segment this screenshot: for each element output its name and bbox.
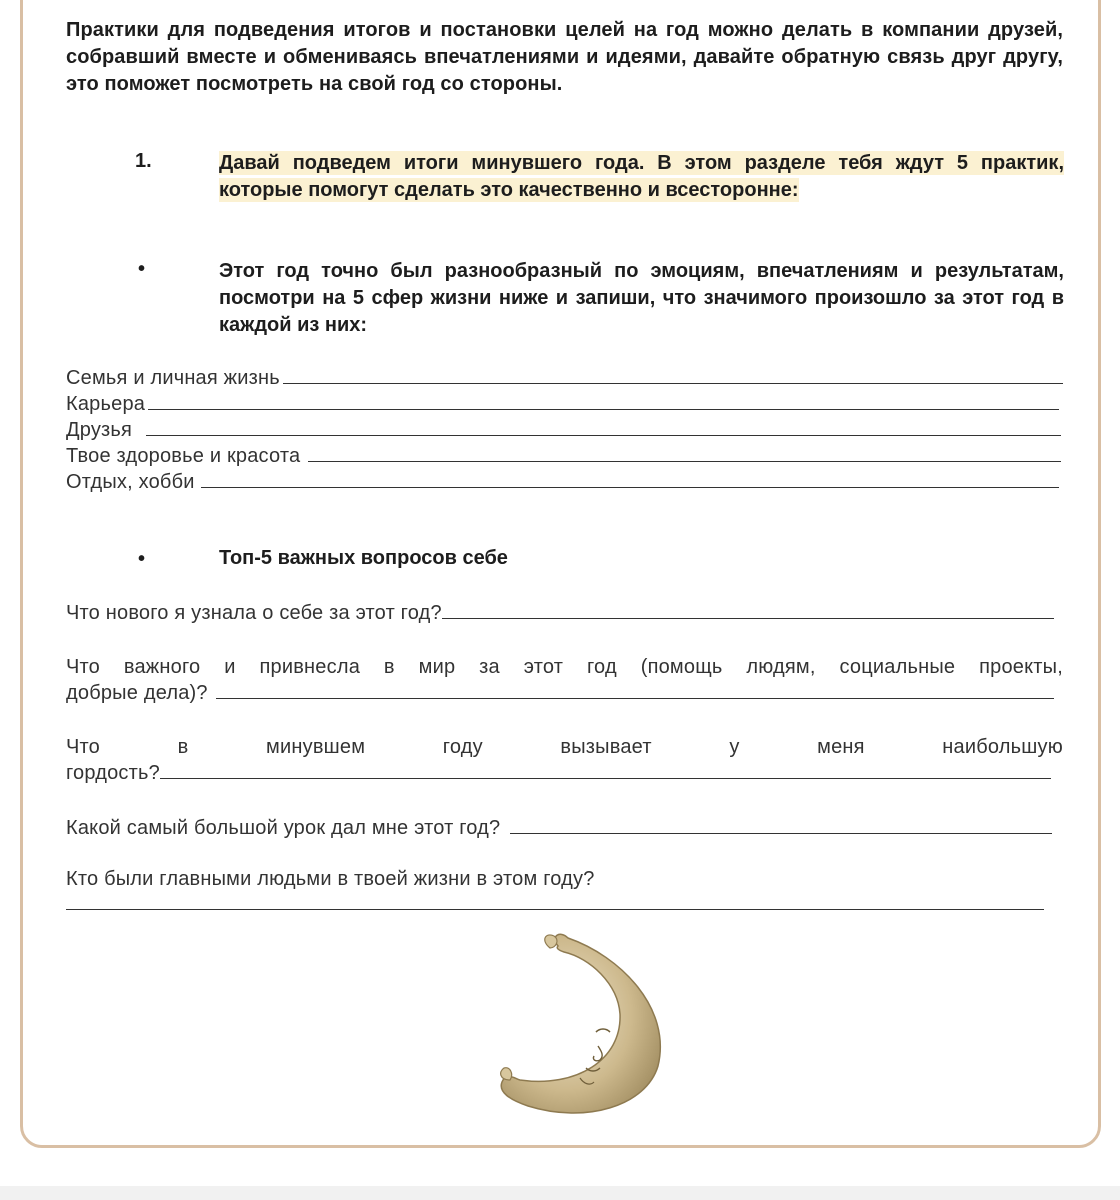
section-number: 1. xyxy=(135,150,152,172)
q3-word: в xyxy=(177,736,189,758)
section-heading-text: Давай подведем итоги минувшего года. В этом разделе тебя ждут 5 практик, которые помогут сделать это качественно и всесторонне: xyxy=(219,152,1064,201)
answer-line[interactable] xyxy=(146,417,1061,436)
question-2-line-1: Что важного и привнесла в мир за этот год (помощь людям, социальные проекты, xyxy=(66,656,1063,678)
questions-title: Топ-5 важных вопросов себе xyxy=(219,547,508,569)
question-2-line-2[interactable] xyxy=(66,680,1054,705)
q3-word: меня xyxy=(817,736,865,758)
q3-word: Что xyxy=(66,736,100,758)
answer-line[interactable] xyxy=(308,443,1061,462)
question-text: Что нового я узнала о себе за этот год? xyxy=(66,602,442,624)
sphere-label: Карьера xyxy=(66,393,146,415)
bullet-marker: • xyxy=(138,548,146,570)
answer-line[interactable] xyxy=(510,815,1052,834)
bullet-marker: • xyxy=(138,258,146,280)
sphere-field-hobby[interactable] xyxy=(66,469,1059,494)
question-5: Кто были главными людьми в твоей жизни в этом году? xyxy=(66,868,595,890)
sphere-label: Друзья xyxy=(66,419,133,441)
q3-word: у xyxy=(729,736,740,758)
section-heading xyxy=(219,150,1064,204)
sphere-label: Отдых, хобби xyxy=(66,471,195,493)
answer-line[interactable] xyxy=(160,760,1051,779)
q3-word: году xyxy=(442,736,483,758)
question-text: добрые дела)? xyxy=(66,682,208,704)
question-3-line-2[interactable] xyxy=(66,760,1051,785)
question-4[interactable] xyxy=(66,815,1052,840)
sphere-label: Твое здоровье и красота xyxy=(66,445,301,467)
sphere-field-health[interactable] xyxy=(66,443,1061,468)
crescent-moon-face-icon xyxy=(490,928,680,1123)
answer-line[interactable] xyxy=(148,391,1059,410)
q3-word: наибольшую xyxy=(942,736,1063,758)
answer-line[interactable] xyxy=(216,680,1054,699)
answer-line[interactable] xyxy=(201,469,1059,488)
spheres-intro: Этот год точно был разнообразный по эмоциям, впечатлениям и результатам, посмотри на 5 сфер жизни ниже и запиши, что значимого произошло за этот год в каждой из них: xyxy=(219,260,1064,336)
question-3-line-1 xyxy=(66,734,1063,760)
sphere-field-career[interactable] xyxy=(66,391,1059,416)
answer-line[interactable] xyxy=(66,909,1044,910)
question-1[interactable] xyxy=(66,600,1054,625)
intro-paragraph: Практики для подведения итогов и постановки целей на год можно делать в компании друзей, собравший вместе и обмениваясь впечатлениями и идеями, давайте обратную связь друг другу, это поможет посмотреть на свой год со стороны. xyxy=(66,19,1063,95)
question-text: Какой самый большой урок дал мне этот год? xyxy=(66,817,501,839)
question-text: гордость? xyxy=(66,762,160,784)
sphere-field-friends[interactable] xyxy=(66,417,1061,442)
q3-word: минувшем xyxy=(266,736,366,758)
answer-line[interactable] xyxy=(442,600,1054,619)
q3-word: вызывает xyxy=(560,736,652,758)
sphere-field-family[interactable] xyxy=(66,365,1063,390)
answer-line[interactable] xyxy=(283,365,1063,384)
sphere-label: Семья и личная жизнь xyxy=(66,367,280,389)
